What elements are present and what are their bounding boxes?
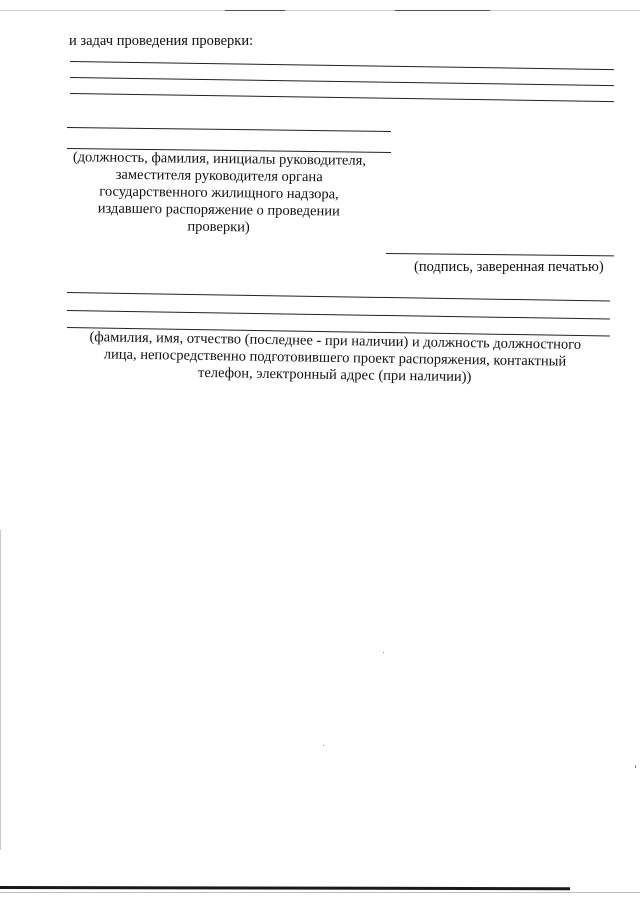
intro-text: и задач проведения проверки: — [69, 33, 254, 49]
scan-speck — [635, 765, 636, 768]
scan-edge-bottom-faint — [0, 892, 640, 893]
fill-line — [70, 61, 614, 70]
preparer-line — [67, 310, 610, 320]
preparer-caption-line: лица, непосредственно подготовившего проект распоряжения, контактный — [103, 346, 567, 370]
head-caption-line: государственного жилищного надзора, — [99, 183, 339, 203]
head-name-line — [67, 127, 391, 132]
head-caption-line: проверки) — [187, 218, 250, 236]
fill-line — [70, 93, 614, 102]
head-caption-line: (должность, фамилия, инициалы руководителя, — [72, 149, 367, 169]
scan-edge-bottom — [0, 886, 570, 890]
scan-speck — [383, 652, 384, 653]
scan-edge-left — [0, 530, 1, 850]
preparer-caption — [70, 329, 601, 388]
head-caption-line: издавшего распоряжение о проведении — [97, 200, 340, 220]
preparer-caption-line: телефон, электронный адрес (при наличии)) — [197, 364, 472, 386]
signature-caption: (подпись, заверенная печатью) — [414, 259, 604, 275]
scan-edge-top — [0, 10, 640, 11]
head-caption-line: заместителя руководителя органа — [115, 166, 323, 186]
fill-line — [70, 77, 614, 86]
scan-speck — [323, 745, 324, 746]
preparer-line — [67, 292, 610, 302]
scan-edge-mark — [395, 10, 490, 11]
preparer-caption-line: (фамилия, имя, отчество (последнее - при наличии) и должность должностного — [89, 329, 582, 353]
scan-edge-mark — [225, 10, 285, 11]
head-caption — [65, 149, 372, 238]
signature-line — [386, 253, 614, 256]
